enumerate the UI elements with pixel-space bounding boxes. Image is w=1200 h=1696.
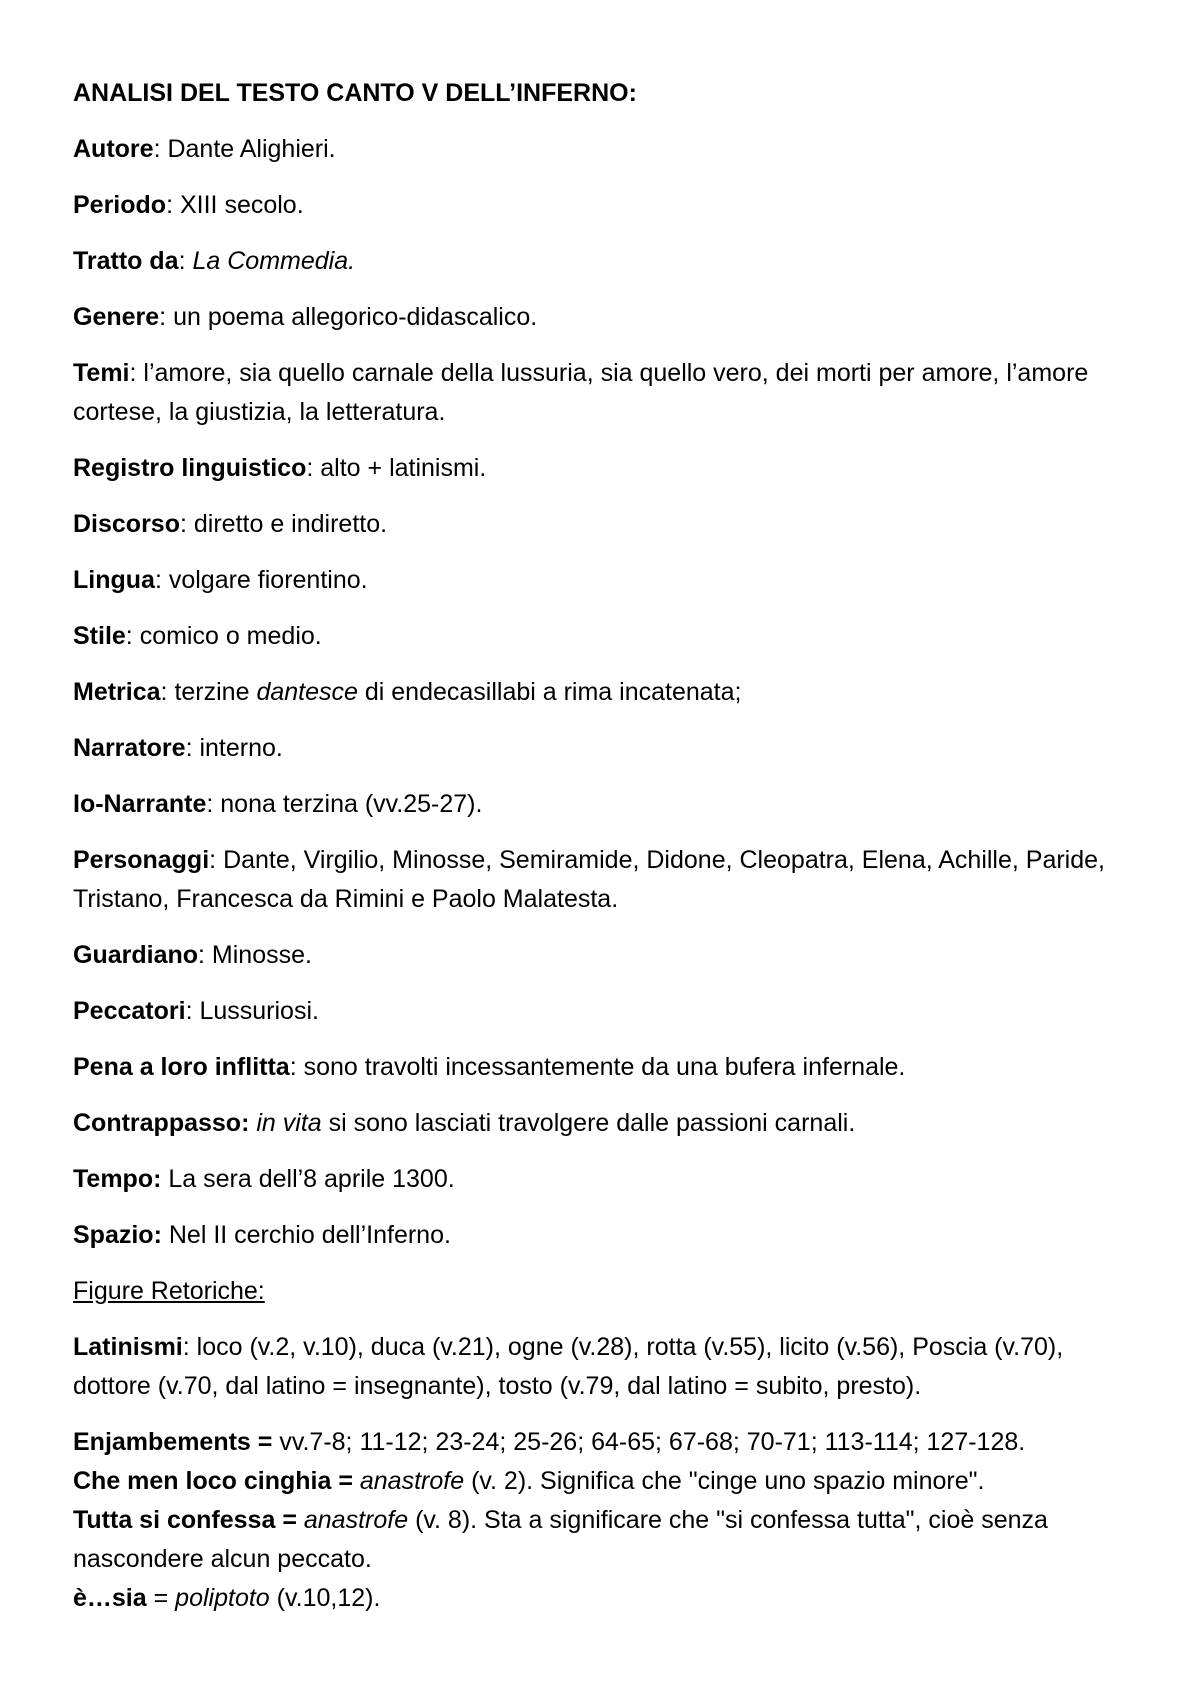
- field-stile: Stile: comico o medio.: [73, 622, 322, 650]
- field-label: Periodo: [73, 191, 167, 219]
- field-metrica: Metrica: terzine dantesce di endecasillabi a rima incatenata;: [73, 678, 742, 706]
- field-value-emphasis: in vita: [256, 1109, 322, 1137]
- field-peccatori: Peccatori: Lussuriosi.: [73, 997, 319, 1025]
- field-label: Registro linguistico: [73, 454, 307, 482]
- field-value: comico o medio.: [139, 622, 322, 650]
- field-label: Discorso: [73, 510, 180, 538]
- field-discorso: Discorso: diretto e indiretto.: [73, 510, 388, 538]
- field-label: Spazio:: [73, 1221, 162, 1249]
- field-value: l’amore, sia quello carnale della lussuria, sia quello vero, dei morti per amore, l’amore cortese, la giustizia, la letteratura.: [73, 359, 1089, 426]
- field-lingua: Lingua: volgare fiorentino.: [73, 566, 368, 594]
- field-personaggi: Personaggi: Dante, Virgilio, Minosse, Semiramide, Didone, Cleopatra, Elena, Achille, Paride, Tristano, Francesca da Rimini e Paolo Malatesta.: [73, 846, 1105, 913]
- figure-value-post: (v. 2). Significa che "cinge uno spazio minore".: [464, 1467, 985, 1495]
- field-value: nona terzina (vv.25-27).: [220, 790, 483, 818]
- field-periodo: Periodo: XIII secolo.: [73, 191, 304, 219]
- field-io-narrante: Io-Narrante: nona terzina (vv.25-27).: [73, 790, 483, 818]
- figure-enjambements: [73, 1423, 1133, 1462]
- figure-value-emphasis: anastrofe: [303, 1506, 409, 1534]
- figure-value-post: (v. 8). Sta a significare che "si confessa tutta", cioè senza nascondere alcun peccato.: [73, 1506, 1048, 1573]
- figure-label: Tutta si confessa =: [73, 1506, 297, 1534]
- field-registro-linguistico: Registro linguistico: alto + latinismi.: [73, 454, 487, 482]
- field-value: Lussuriosi.: [199, 997, 319, 1025]
- field-label: Guardiano: [73, 941, 199, 969]
- field-value: Nel II cerchio dell’Inferno.: [168, 1221, 451, 1249]
- field-value-pre: terzine: [174, 678, 257, 706]
- figure-label: Che men loco cinghia =: [73, 1467, 353, 1495]
- figure-label: è…sia: [73, 1584, 147, 1612]
- field-genere: Genere: un poema allegorico-didascalico.: [73, 303, 538, 331]
- figure-label: Enjambements =: [73, 1428, 273, 1456]
- field-tempo: [73, 1160, 1133, 1199]
- figure-tutta-si-confessa: [73, 1501, 1133, 1579]
- field-label: Io-Narrante: [73, 790, 207, 818]
- field-value: loco (v.2, v.10), duca (v.21), ogne (v.28), rotta (v.55), licito (v.56), Poscia (v.70), dottore (v.70, dal latino = insegnante), tosto (v.79, dal latino = subito, presto).: [73, 1333, 1064, 1400]
- field-value: Dante, Virgilio, Minosse, Semiramide, Didone, Cleopatra, Elena, Achille, Paride, Tristano, Francesca da Rimini e Paolo Malatesta.: [73, 846, 1105, 913]
- field-narratore: Narratore: interno.: [73, 734, 283, 762]
- figure-value-emphasis: anastrofe: [359, 1467, 465, 1495]
- field-label: Autore: [73, 135, 154, 163]
- field-label: Narratore: [73, 734, 186, 762]
- field-value: La sera dell’8 aprile 1300.: [168, 1165, 455, 1193]
- field-label: Lingua: [73, 566, 155, 594]
- field-label: Latinismi: [73, 1333, 183, 1361]
- field-label: Personaggi: [73, 846, 210, 874]
- figure-value-post: vv.7-8; 11-12; 23-24; 25-26; 64-65; 67-68; 70-71; 113-114; 127-128.: [272, 1428, 1026, 1456]
- field-value: alto + latinismi.: [320, 454, 487, 482]
- figure-value-emphasis: poliptoto: [175, 1584, 270, 1612]
- field-label: Temi: [73, 359, 130, 387]
- field-value: volgare fiorentino.: [168, 566, 368, 594]
- field-value-post: di endecasillabi a rima incatenata;: [357, 678, 742, 706]
- field-pena: Pena a loro inflitta: sono travolti incessantemente da una bufera infernale.: [73, 1053, 906, 1081]
- field-latinismi: Latinismi: loco (v.2, v.10), duca (v.21), ogne (v.28), rotta (v.55), licito (v.56), Poscia (v.70), dottore (v.70, dal latino = insegnante), tosto (v.79, dal latino = subito, presto).: [73, 1333, 1064, 1400]
- field-label: Peccatori: [73, 997, 186, 1025]
- field-value: Minosse.: [211, 941, 312, 969]
- field-label: Metrica: [73, 678, 161, 706]
- document-title: ANALISI DEL TESTO CANTO V DELL’INFERNO:: [73, 79, 637, 107]
- field-value: interno.: [199, 734, 283, 762]
- figure-e-sia: [73, 1579, 1133, 1618]
- field-value: diretto e indiretto.: [193, 510, 388, 538]
- figures-heading: Figure Retoriche:: [73, 1277, 265, 1305]
- field-value-emphasis: dantesce: [256, 678, 358, 706]
- field-value: Dante Alighieri.: [167, 135, 336, 163]
- field-value: un poema allegorico-didascalico.: [173, 303, 538, 331]
- field-spazio: [73, 1216, 1133, 1255]
- field-contrappasso: [73, 1104, 1133, 1143]
- figure-value-post: (v.10,12).: [269, 1584, 381, 1612]
- field-guardiano: Guardiano: Minosse.: [73, 941, 312, 969]
- figure-value-pre: =: [146, 1584, 176, 1612]
- field-value: sono travolti incessantemente da una bufera infernale.: [303, 1053, 906, 1081]
- figure-che-men-loco-cinghia: [73, 1462, 1133, 1501]
- field-tratto-da: Tratto da: La Commedia.: [73, 247, 356, 275]
- field-label: Tempo:: [73, 1165, 162, 1193]
- field-label: Tratto da: [73, 247, 179, 275]
- field-value: XIII secolo.: [179, 191, 304, 219]
- field-temi: Temi: l’amore, sia quello carnale della lussuria, sia quello vero, dei morti per amore, l’amore cortese, la giustizia, la letteratura.: [73, 359, 1089, 426]
- document-content: [73, 74, 1133, 1618]
- field-label: Contrappasso:: [73, 1109, 250, 1137]
- field-label: Genere: [73, 303, 160, 331]
- field-value: La Commedia.: [192, 247, 356, 275]
- field-label: Stile: [73, 622, 126, 650]
- field-autore: Autore: Dante Alighieri.: [73, 135, 336, 163]
- field-label: Pena a loro inflitta: [73, 1053, 290, 1081]
- field-value-post: si sono lasciati travolgere dalle passioni carnali.: [321, 1109, 856, 1137]
